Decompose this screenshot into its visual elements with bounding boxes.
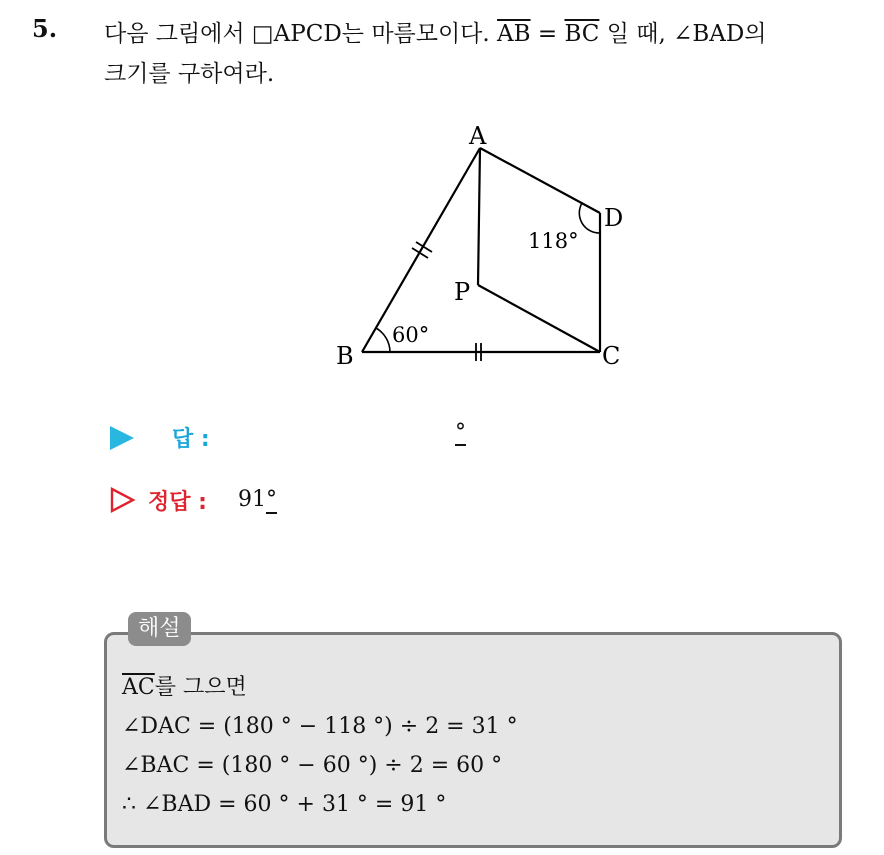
angle-arc-b bbox=[376, 328, 390, 352]
question-text bbox=[104, 14, 864, 94]
segment-bc: $\overline{BC}$ bbox=[564, 21, 600, 47]
vertex-label-c: C bbox=[602, 342, 621, 370]
answer-blank[interactable]: ° bbox=[455, 420, 466, 445]
segment-ap-line bbox=[478, 148, 480, 285]
question-text-part1: 다음 그림에서 □APCD는 마름모이다. bbox=[104, 21, 490, 47]
correct-arrow-icon bbox=[110, 487, 136, 513]
answer-label: 답 : bbox=[172, 427, 210, 452]
correct-answer-unit: ° bbox=[266, 487, 277, 512]
explanation-line-1 bbox=[122, 668, 518, 707]
segment-ab-line bbox=[362, 148, 480, 352]
explanation-line-1-rest: 를 그으면 bbox=[154, 675, 247, 700]
question-text-part2: 일 때, ∠BAD의 bbox=[599, 21, 767, 47]
vertex-label-b: B bbox=[336, 342, 354, 370]
explanation-tag: 해설 bbox=[128, 612, 191, 646]
segment-pc-line bbox=[478, 285, 600, 352]
explanation-content bbox=[122, 668, 518, 824]
correct-answer-row bbox=[110, 483, 530, 523]
question-text-line2: 크기를 구하여라. bbox=[104, 61, 275, 87]
vertex-label-a: A bbox=[469, 122, 487, 150]
correct-answer-label: 정답 : bbox=[148, 490, 207, 515]
geometry-figure bbox=[320, 118, 650, 378]
answer-arrow-icon bbox=[110, 426, 134, 450]
explanation-line-3: ∠BAC = (180 ° − 60 °) ÷ 2 = 60 ° bbox=[122, 753, 503, 778]
angle-label-d: 118° bbox=[528, 229, 579, 253]
vertex-label-d: D bbox=[604, 204, 624, 232]
answer-row bbox=[110, 420, 530, 460]
tick-mark-ab-1 bbox=[412, 248, 428, 258]
correct-answer-number: 91 bbox=[238, 487, 266, 512]
explanation-line-2: ∠DAC = (180 ° − 118 °) ÷ 2 = 31 ° bbox=[122, 714, 518, 739]
segment-ac: $\overline{AC}$ bbox=[122, 675, 155, 700]
equals-sign: = bbox=[530, 21, 565, 47]
vertex-label-p: P bbox=[454, 278, 471, 306]
question-number: 5. bbox=[32, 14, 58, 43]
angle-label-b: 60° bbox=[392, 323, 430, 347]
correct-answer-value bbox=[238, 487, 277, 512]
explanation-line-4: ∴ ∠BAD = 60 ° + 31 ° = 91 ° bbox=[122, 792, 447, 817]
segment-ab: $\overline{AB}$ bbox=[497, 21, 531, 47]
